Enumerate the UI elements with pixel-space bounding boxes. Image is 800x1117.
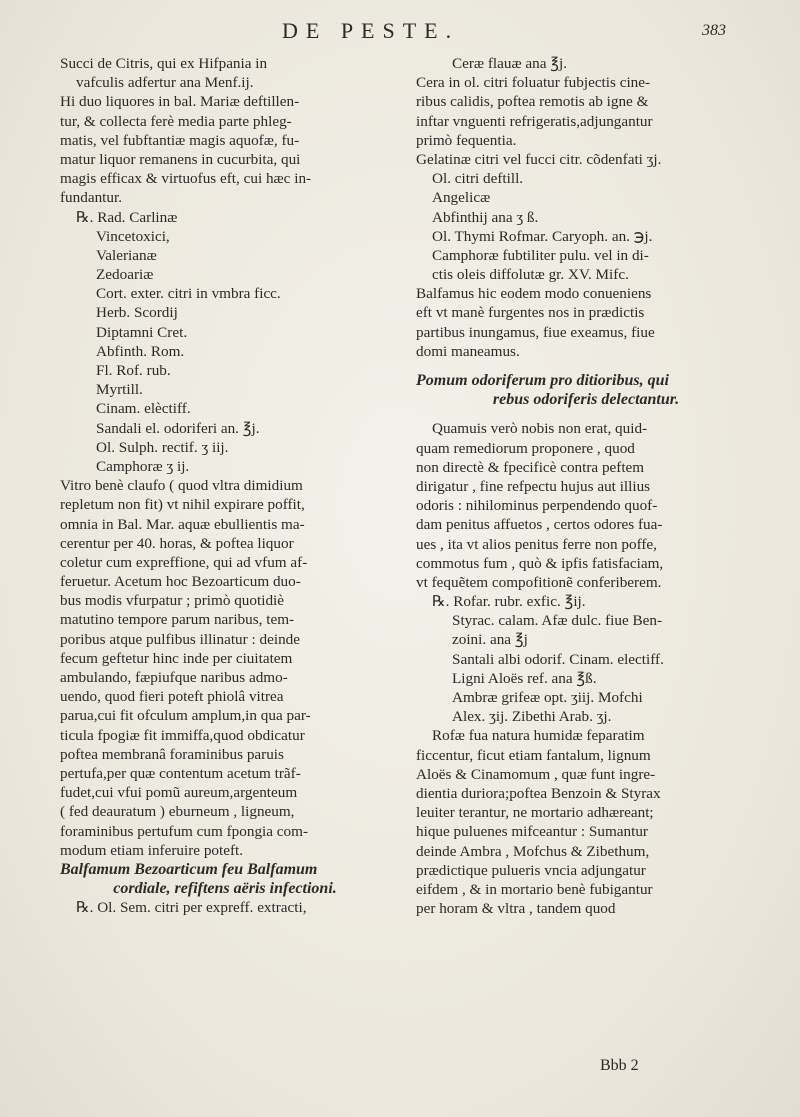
text-line: per horam & vltra , tandem quod	[416, 900, 616, 918]
text-line: pertufa,per quæ contentum acetum trãf-	[60, 764, 301, 782]
text-line: rebus odoriferis delectantur.	[492, 391, 680, 409]
text-line: Balfamum Bezoarticum feu Balfamum	[60, 860, 318, 878]
text-line: bus modis vfurpatur ; primò quotidiè	[60, 592, 284, 610]
text-line: primò fequentia.	[416, 131, 517, 149]
text-line: Ol. citri deftill.	[432, 170, 524, 188]
text-line: ticula fpogiæ fit immiffa,quod obdicatur	[60, 726, 305, 744]
text-line: dirigatur , fine refpectu hujus aut illius	[416, 477, 651, 495]
text-line: Ol. Sulph. rectif. ʒ iij.	[96, 438, 229, 456]
text-line: Rofæ fua natura humidæ feparatim	[432, 727, 645, 745]
text-line: Pomum odoriferum pro ditioribus, qui	[416, 372, 669, 389]
text-line: poftea membranâ foraminibus paruis	[60, 745, 284, 763]
text-line: Abfinthij ana ʒ ß.	[432, 208, 539, 226]
text-line: fecum geftetur hinc inde per ciuitatem	[60, 649, 293, 667]
text-line: Balfamus hic eodem modo conueniens	[416, 285, 652, 303]
text-line: hique puluenes mifceantur : Sumantur	[416, 823, 648, 841]
text-line: leuiter terantur, ne mortario adhæreant;	[416, 804, 654, 822]
text-line: Cera in ol. citri foluatur fubjectis cine-	[416, 74, 651, 92]
text-line: dam penitus affuetos , certos odores fua-	[416, 516, 663, 534]
text-line: foraminibus pertufum cum fpongia com-	[60, 822, 308, 840]
text-line: matur liquor remanens in cucurbita, qui	[60, 150, 301, 168]
text-line: ctis oleis diffolutæ gr. XV. Mifc.	[432, 266, 629, 284]
text-line: ambulando, fæpiufque naribus admo-	[60, 669, 288, 686]
text-line: Myrtill.	[96, 381, 143, 399]
text-line: Ceræ flauæ ana ℥j.	[452, 55, 568, 72]
text-line: ribus calidis, poftea remotis ab igne &	[416, 93, 649, 111]
text-line	[416, 361, 756, 371]
text-line	[416, 409, 756, 419]
text-line: domi maneamus.	[416, 342, 520, 360]
text-line: Vitro benè claufo ( quod vltra dimidium	[60, 477, 303, 495]
text-line: Fl. Rof. rub.	[96, 362, 171, 379]
text-line: Ol. Thymi Rofmar. Caryoph. an. ℈j.	[432, 227, 653, 245]
text-line: commotus fum , quò & ipfis fatisfaciam,	[416, 554, 664, 572]
text-line: Santali albi odorif. Cinam. electiff.	[452, 650, 664, 668]
text-line: eft vt manè furgentes nos in prædictis	[416, 304, 645, 322]
text-line: tur, & collecta ferè media parte phleg-	[60, 112, 292, 130]
right-column	[416, 54, 756, 918]
text-line: ℞. Rofar. rubr. exfic. ℥ij.	[432, 593, 586, 611]
text-line: Vincetoxici,	[96, 227, 170, 245]
text-line: repletum non fit) vt nihil expirare poffit,	[60, 496, 305, 514]
page-number: 383	[702, 22, 726, 39]
text-line: Ligni Aloës ref. ana ℥ß.	[452, 669, 597, 687]
text-line: uendo, quod fieri poteft phiolâ vitrea	[60, 688, 284, 706]
text-line: deinde Ambra , Mofchus & Zibethum,	[416, 842, 650, 860]
text-line: coletur cum expreffione, qui ad vfum af-	[60, 553, 308, 571]
text-line: Camphoræ ʒ ij.	[96, 457, 190, 475]
text-line: cerentur per 40. horas, & poftea liquor	[60, 534, 294, 552]
text-line: ℞. Ol. Sem. citri per expreff. extracti,	[76, 899, 307, 917]
text-line: ℞. Rad. Carlinæ	[76, 208, 178, 226]
text-line: Cinam. elèctiff.	[96, 400, 191, 418]
text-line: Sandali el. odoriferi an. ℥j.	[96, 419, 260, 437]
text-line: feruetur. Acetum hoc Bezoarticum duo-	[60, 573, 301, 591]
text-line: Gelatinæ citri vel fucci citr. cõdenfati ʒj.	[416, 150, 662, 168]
text-line: Diptamni Cret.	[96, 323, 188, 341]
text-line: parua,cui fit ofculum amplum,in qua par-	[60, 707, 311, 725]
text-line: non directè & fpecificè contra peftem	[416, 458, 645, 476]
text-line: inftar vnguenti refrigeratis,adjungantur	[416, 112, 653, 130]
text-line: Cort. exter. citri in vmbra ficc.	[96, 285, 281, 303]
text-line: dientia duriora;poftea Benzoin & Styrax	[416, 784, 661, 802]
text-line: fundantur.	[60, 189, 123, 207]
text-line: Hi duo liquores in bal. Mariæ deftillen-	[60, 93, 300, 111]
text-line: omnia in Bal. Mar. aquæ ebullientis ma-	[60, 515, 305, 533]
text-line: vafculis adfertur ana Menf.ij.	[76, 74, 254, 92]
text-line: zoini. ana ℥j	[452, 631, 528, 649]
text-line: matutino tempore parum naribus, tem-	[60, 611, 295, 629]
text-line: poribus atque pulfibus illinatur : deinde	[60, 630, 301, 648]
text-line: quam remediorum proponere , quod	[416, 439, 635, 457]
text-line: matis, vel fubftantiæ magis aquofæ, fu-	[60, 131, 300, 149]
text-line: Aloës & Cinamomum , quæ funt ingre-	[416, 765, 656, 783]
signature-mark: Bbb 2	[600, 1057, 639, 1074]
text-line: ficcentur, ficut etiam fantalum, lignum	[416, 746, 651, 764]
text-line: Valerianæ	[96, 246, 157, 264]
text-line: Camphoræ fubtiliter pulu. vel in di-	[432, 246, 649, 264]
text-line: Zedoariæ	[96, 266, 154, 284]
text-line: Angelicæ	[432, 189, 491, 207]
text-line: ( fed deauratum ) eburneum , ligneum,	[60, 803, 295, 821]
text-line: cordiale, refiftens aëris infectioni.	[113, 880, 337, 898]
text-line: Quamuis verò nobis non erat, quid-	[432, 420, 648, 438]
text-line: Ambræ grifeæ opt. ʒiij. Mofchi	[452, 689, 643, 706]
text-line: partibus inungamus, fiue exeamus, fiue	[416, 323, 655, 341]
text-line: prædictique pulueris vncia adjungatur	[416, 861, 646, 879]
text-line: modum etiam inferuire poteft.	[60, 841, 244, 859]
text-line: odoris : nihilominus perpendendo quof-	[416, 497, 658, 515]
left-column	[60, 54, 390, 917]
running-title: DE PESTE.	[282, 18, 460, 43]
text-line: Abfinth. Rom.	[96, 342, 185, 360]
text-line: fudet,cui vfui pomũ aureum,argenteum	[60, 784, 298, 802]
text-line: magis efficax & virtuofus eft, cui hæc in-	[60, 170, 312, 188]
text-line: Alex. ʒij. Zibethi Arab. ʒj.	[452, 708, 612, 726]
text-line: eifdem , & in mortario benè fubigantur	[416, 880, 653, 898]
text-line: Styrac. calam. Afæ dulc. fiue Ben-	[452, 612, 663, 630]
text-line: Herb. Scordij	[96, 304, 178, 322]
text-line: Succi de Citris, qui ex Hifpania in	[60, 55, 268, 72]
text-line: ues , ita vt alios penitus ferre non poffe,	[416, 535, 657, 553]
text-line: vt fequẽtem compofitionẽ conferiberem.	[416, 573, 662, 591]
